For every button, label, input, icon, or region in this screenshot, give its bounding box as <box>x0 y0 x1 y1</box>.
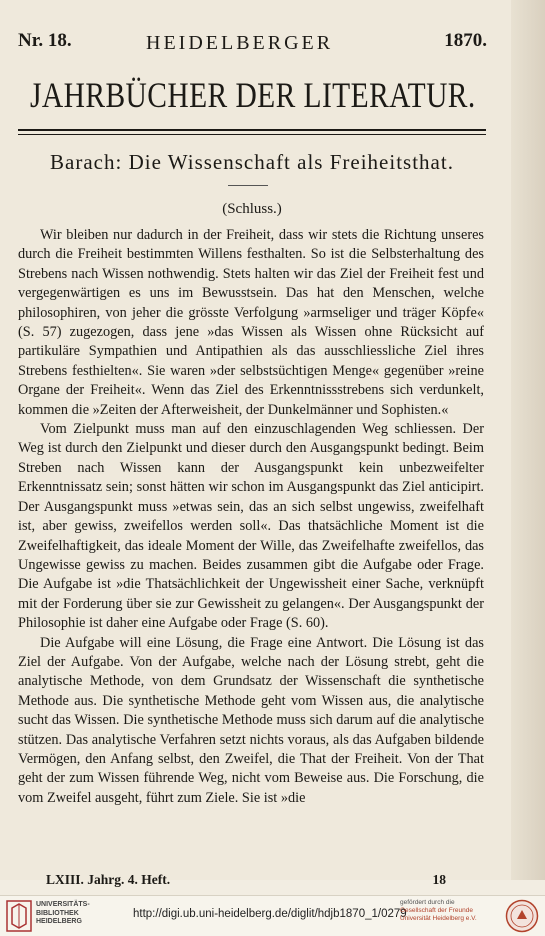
header-rule-thick <box>18 129 486 131</box>
article-subtitle: (Schluss.) <box>222 201 282 217</box>
year: 1870. <box>444 30 487 51</box>
university-library-logo-icon <box>6 900 32 932</box>
journal-title: JAHRBÜCHER DER LITERATUR. <box>30 75 476 115</box>
article-body <box>18 226 484 808</box>
page-edge <box>511 0 545 880</box>
funding-note: gefördert durch die Gesellschaft der Freunde Universität Heidelberg e.V. <box>400 899 477 922</box>
running-title: HEIDELBERGER <box>146 32 334 54</box>
paragraph: Vom Zielpunkt muss man auf den einzuschlagenden Weg schliessen. Der Weg ist durch den Zielpunkt und dieser durch den Ausgangspunkt bedingt. Beim Streben nach Wissen kann der Ausgangspunkt kein unbezweifelter Erkenntnissatz sein; sonst hätten wir schon im Ausgangspunkt das Ziel anticipirt. Der Ausgangspunkt muss »etwas sein, das an sich selbst ungewiss, zweifelhaft ist, aber gewiss, zweifellos werden soll«. Das thatsächliche Moment ist die Zweifelhaftigkeit, das ideale Moment der Wille, das Zweifelhafte zweifellos, das Ungewisse gewiss zu machen. Beides zusammen gibt die Aufgabe oder Frage. Die Aufgabe ist »die Thatsächlichkeit der Ungewissheit einer Sache, verknüpft mit der Forderung über sie zur Gewissheit zu gelangen«. Der Ausgangspunkt der Philosophie ist daher eine Aufgabe oder Frage (S. 60). <box>18 421 484 632</box>
paragraph: Die Aufgabe will eine Lösung, die Frage eine Antwort. Die Lösung ist das Ziel der Aufgabe. Von der Aufgabe, welche nach der Lösung strebt, geht die analytische Methode, von dem Grundsatz der Wissenschaft die synthetische Methode aus. Die synthetische Methode geht vom Wissen aus, die analytische sucht das Wissen. Die synthetische Methode muss sich darum auf die analytische stützen. Das analytische Verfahren setzt nichts voraus, als das Aufgaben bildende Vermögen, den Anfang selbst, den Zweifel, die That der Freiheit. Von der That geht der zum Wissen führende Weg, nicht vom Beweise aus. Die Forschung, die vom Zweifel ausgeht, führt zum Ziele. Sie ist »die <box>18 634 484 806</box>
signature-mark: LXIII. Jahrg. 4. Heft. <box>46 872 171 887</box>
page-number: 18 <box>432 872 446 887</box>
header-rule-thin <box>18 134 486 135</box>
article-title: Barach: Die Wissenschaft als Freiheitsthat. <box>50 150 454 174</box>
page-header <box>18 30 487 56</box>
library-name: UNIVERSITÄTS- BIBLIOTHEK HEIDELBERG <box>36 901 90 925</box>
page-footer <box>46 872 446 892</box>
society-seal-icon <box>505 899 539 933</box>
paragraph: Wir bleiben nur dadurch in der Freiheit, dass wir stets die Richtung unseres durch die Freiheit bestimmten Willens festhalten. So ist die Selbsterhaltung des Strebens nach Wissen nothwendig. Stets halten wir das Ziel der Freiheit fest und vergegenwärtigen es uns im Bewusstsein. Das hat den Menschen, welche philosophiren, von jeher die grösste Verfolgung »armseliger und träger Köpfe« (S. 57) zugezogen, dass jene »das Wissen als Wissen ohne Rücksicht auf partikuläre Sympathien und Antipathien als das ausschliessliche Ziel ihres Strebens festhielten«. Sie waren »der selbstsüchtigen Menge« gegenüber »reine Organe der Freiheit«. Wenn das Ziel des Erkenntnissstrebens sich verdunkelt, kommen die »Zeiten der Afterweisheit, der Dunkelmänner und Sophisten.« <box>18 227 484 418</box>
issue-number: Nr. 18. <box>18 30 72 51</box>
digitization-banner <box>0 895 545 936</box>
title-divider <box>228 185 268 186</box>
digital-copy-link[interactable]: http://digi.ub.uni-heidelberg.de/diglit/hdjb1870_1/0279 <box>133 908 407 920</box>
